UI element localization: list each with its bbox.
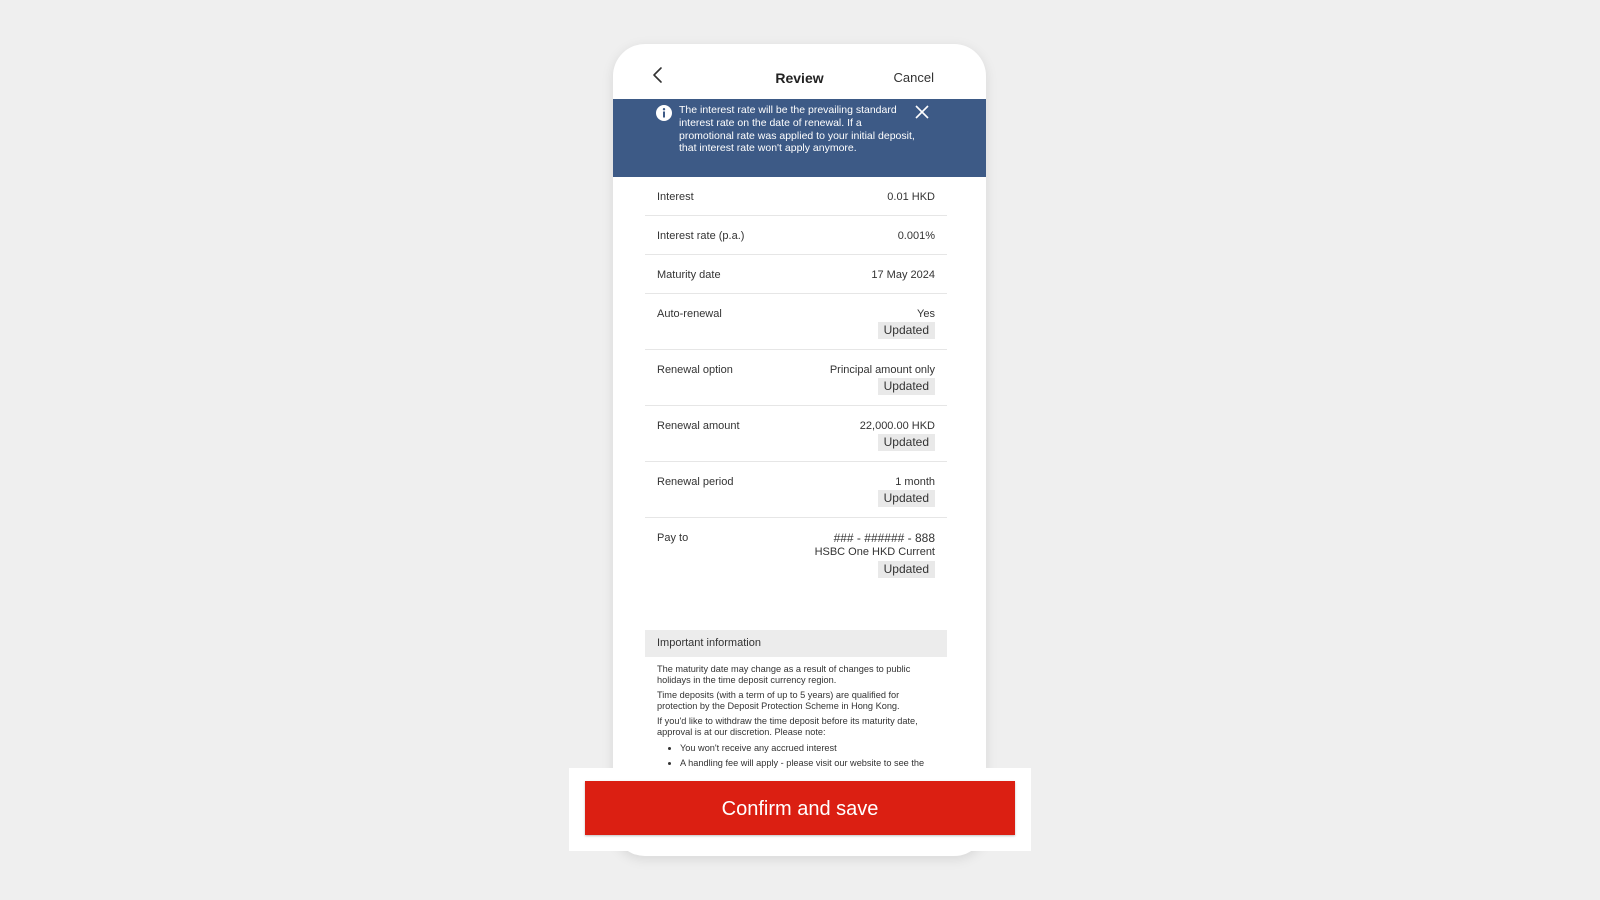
page-title: Review [775,70,824,86]
row-value: 0.01 HKD [887,191,935,203]
info-bullet: • A handling fee will apply - please visit our website to see the [680,758,939,779]
row-label: Renewal amount [657,420,740,432]
close-icon [915,105,929,119]
important-info-header [645,630,947,657]
info-banner [613,99,986,177]
pay-to-account-number: ### - ###### - 888 [833,531,935,545]
cta-container [569,768,1031,851]
row-interest [645,177,947,216]
banner-close-button[interactable] [915,105,929,119]
phone-screen [613,44,986,856]
row-auto-renewal [645,294,947,350]
row-value: 17 May 2024 [871,269,935,281]
banner-message: The interest rate will be the prevailing standard interest rate on the date of renewal. If a promotional rate was applied to your initial deposit, that interest rate won't apply anymore. [679,104,915,155]
row-renewal-period [645,462,947,518]
row-label: Interest rate (p.a.) [657,230,745,242]
review-details [645,177,947,586]
updated-badge: Updated [878,561,935,578]
info-paragraph: If you'd like to withdraw the time deposit before its maturity date, approval is at our discretion. Please note: [657,716,918,737]
row-label: Pay to [657,532,689,544]
row-value: Yes [917,308,935,320]
row-value: 1 month [895,476,935,488]
row-label: Auto-renewal [657,308,722,320]
row-interest-rate [645,216,947,255]
row-label: Renewal option [657,364,733,376]
pay-to-account-name: HSBC One HKD Current [814,546,935,558]
confirm-and-save-button[interactable]: Confirm and save [585,781,1015,835]
row-pay-to [645,518,947,586]
info-paragraph: The maturity date may change as a result of changes to public holidays in the time deposit currency region. [657,664,911,685]
row-value: 22,000.00 HKD [859,420,935,432]
row-label: Renewal period [657,476,734,488]
updated-badge: Updated [878,490,935,507]
cancel-button[interactable]: Cancel [893,70,934,85]
row-value: Principal amount only [829,364,935,376]
info-icon [656,105,672,121]
app-header [613,44,986,99]
info-paragraph: Time deposits (with a term of up to 5 years) are qualified for protection by the Deposit Protection Scheme in Hong Kong. [657,690,900,711]
updated-badge: Updated [878,322,935,339]
info-bullet: • You won't receive any accrued interest [680,743,939,754]
updated-badge: Updated [878,434,935,451]
updated-badge: Updated [878,378,935,395]
row-label: Interest [657,191,694,203]
row-label: Maturity date [657,269,721,281]
row-renewal-option [645,350,947,406]
important-info-heading: Important information [657,637,761,649]
row-renewal-amount [645,406,947,462]
row-value: 0.001% [897,230,935,242]
row-maturity-date [645,255,947,294]
